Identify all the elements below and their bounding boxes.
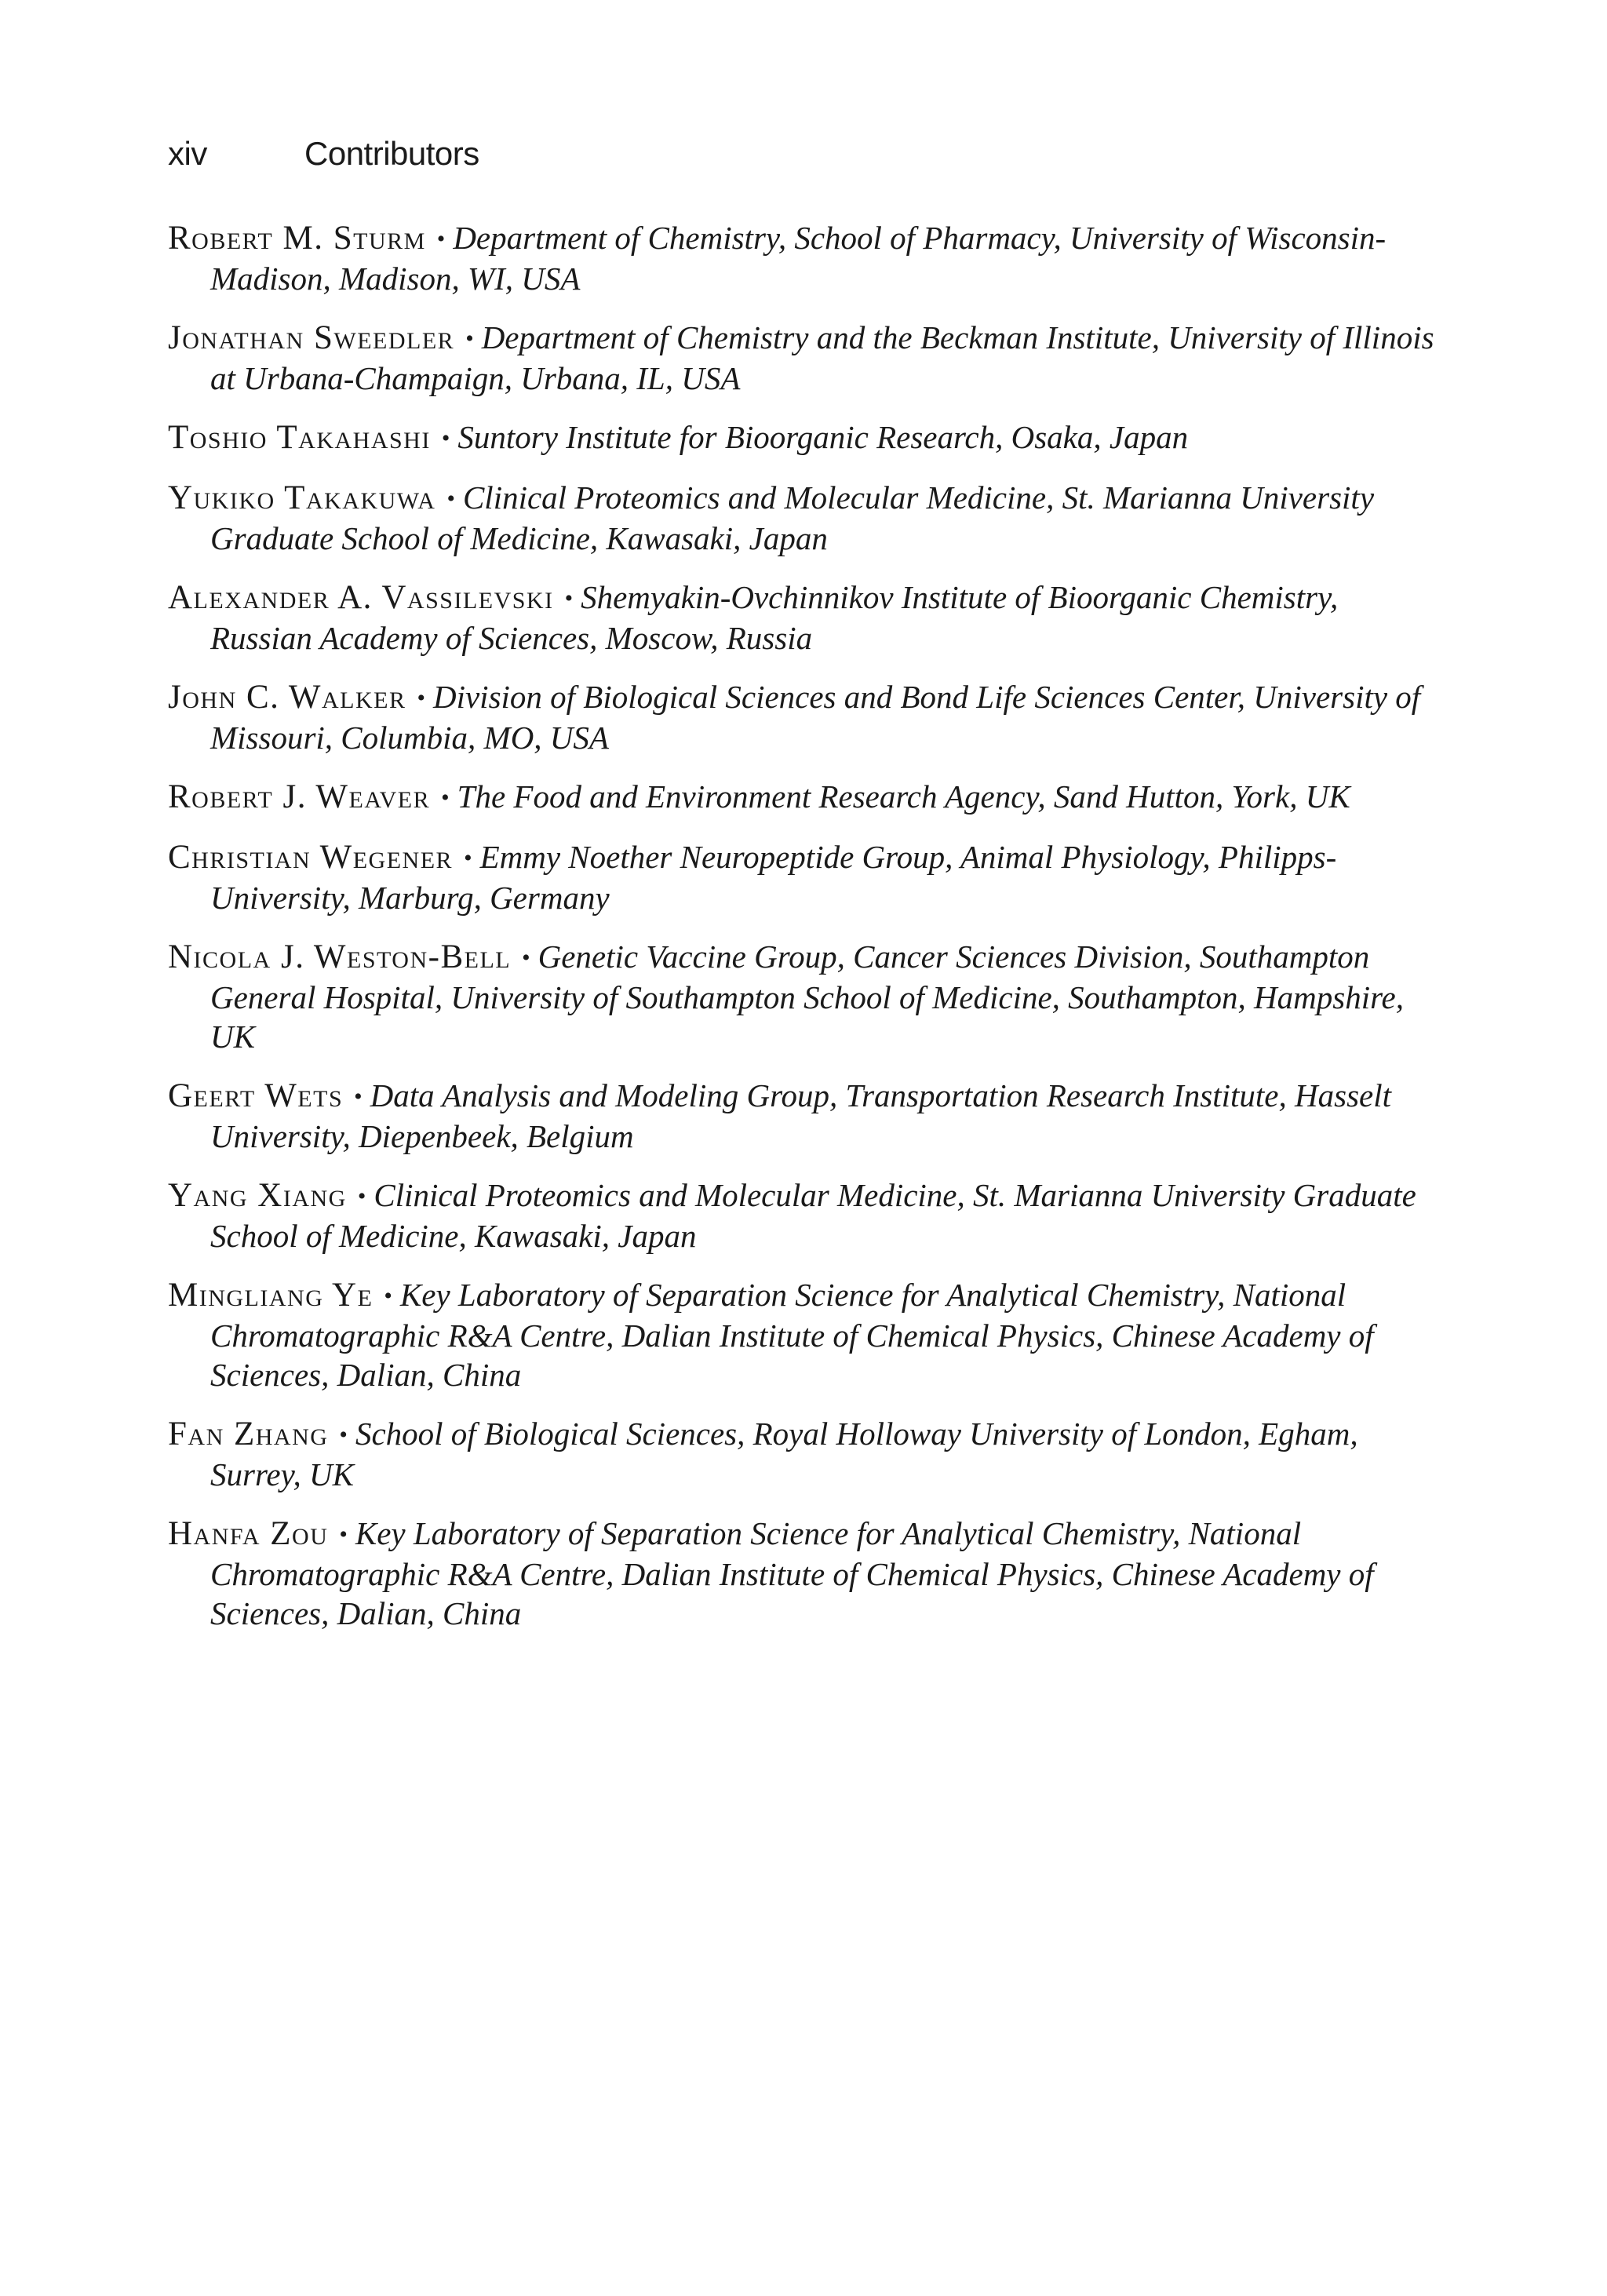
contributor-entry	[168, 837, 1444, 917]
contributor-name: Jonathan Sweedler	[168, 319, 455, 356]
contributor-affiliation: Clinical Proteomics and Molecular Medicine, St. Marianna University Graduate School of Medicine, Kawasaki, Japan	[210, 479, 1375, 556]
contributor-affiliation: Suntory Institute for Bioorganic Research, Osaka, Japan	[457, 419, 1189, 455]
section-title: Contributors	[304, 135, 479, 172]
contributor-entry	[168, 417, 1444, 458]
contributor-entry	[168, 1175, 1444, 1256]
contributor-entry	[168, 478, 1444, 558]
contributor-entry	[168, 1414, 1444, 1494]
contributor-affiliation: Key Laboratory of Separation Science for Analytical Chemistry, National Chromatographic R&A Centre, Dalian Institute of Chemical Physics, Chinese Academy of Sciences, Dalian, China	[210, 1515, 1374, 1631]
contributor-entry	[168, 1275, 1444, 1394]
contributor-affiliation: Division of Biological Sciences and Bond Life Sciences Center, University of Missouri, Columbia, MO, USA	[210, 679, 1421, 756]
contributor-name: John C. Walker	[168, 679, 406, 716]
bullet-separator: •	[441, 785, 450, 811]
bullet-separator: •	[339, 1422, 348, 1448]
contributor-name: Robert M. Sturm	[168, 220, 426, 257]
bullet-separator: •	[464, 845, 472, 871]
bullet-separator: •	[522, 945, 530, 971]
bullet-separator: •	[446, 486, 455, 512]
bullet-separator: •	[384, 1283, 392, 1309]
contributor-affiliation: Data Analysis and Modeling Group, Transportation Research Institute, Hasselt University, Diepenbeek, Belgium	[210, 1077, 1392, 1154]
contributor-list	[168, 218, 1444, 1653]
bullet-separator: •	[354, 1084, 363, 1110]
contributor-name: Toshio Takahashi	[168, 419, 431, 456]
page-number: xiv	[168, 135, 207, 172]
contributor-name: Christian Wegener	[168, 839, 454, 876]
bullet-separator: •	[339, 1522, 348, 1547]
contributor-affiliation: Department of Chemistry, School of Pharmacy, University of Wisconsin-Madison, Madison, WI, USA	[210, 220, 1387, 297]
contributor-affiliation: Shemyakin-Ovchinnikov Institute of Bioorganic Chemistry, Russian Academy of Sciences, Moscow, Russia	[210, 579, 1339, 656]
bullet-separator: •	[436, 226, 446, 252]
contributor-name: Mingliang Ye	[168, 1277, 374, 1314]
contributor-name: Nicola J. Weston-Bell	[168, 938, 512, 975]
contributor-entry	[168, 937, 1444, 1056]
contributor-affiliation: Clinical Proteomics and Molecular Medicine, St. Marianna University Graduate School of Medicine, Kawasaki, Japan	[210, 1177, 1416, 1254]
contributor-affiliation: Key Laboratory of Separation Science for Analytical Chemistry, National Chromatographic R&A Centre, Dalian Institute of Chemical Physics, Chinese Academy of Sciences, Dalian, China	[210, 1277, 1374, 1393]
contributor-entry	[168, 218, 1444, 298]
contributor-entry	[168, 777, 1444, 818]
bullet-separator: •	[465, 326, 474, 352]
contributor-name: Robert J. Weaver	[168, 778, 431, 815]
contributor-affiliation: Department of Chemistry and the Beckman Institute, University of Illinois at Urbana-Champaign, Urbana, IL, USA	[210, 319, 1434, 396]
contributor-affiliation: The Food and Environment Research Agency, Sand Hutton, York, UK	[457, 778, 1350, 815]
contributor-entry	[168, 1076, 1444, 1156]
running-head	[168, 132, 479, 176]
contributor-affiliation: School of Biological Sciences, Royal Holloway University of London, Egham, Surrey, UK	[210, 1416, 1358, 1492]
contributor-name: Yang Xiang	[168, 1177, 347, 1214]
contributor-entry	[168, 677, 1444, 757]
bullet-separator: •	[357, 1183, 366, 1209]
contributor-name: Fan Zhang	[168, 1416, 329, 1452]
contributor-entry	[168, 1514, 1444, 1633]
contributor-name: Geert Wets	[168, 1077, 344, 1114]
contributor-name: Hanfa Zou	[168, 1515, 329, 1552]
contributor-affiliation: Emmy Noether Neuropeptide Group, Animal Physiology, Philipps-University, Marburg, Germany	[210, 839, 1337, 916]
contributor-name: Yukiko Takakuwa	[168, 479, 436, 516]
contributor-entry	[168, 318, 1444, 398]
bullet-separator: •	[417, 685, 425, 711]
bullet-separator: •	[564, 585, 574, 611]
contributor-affiliation: Genetic Vaccine Group, Cancer Sciences Division, Southampton General Hospital, University of Southampton School of Medicine, Southampton, Hampshire, UK	[210, 938, 1405, 1055]
contributor-entry	[168, 578, 1444, 658]
contributor-name: Alexander A. Vassilevski	[168, 579, 554, 616]
bullet-separator: •	[441, 425, 450, 451]
